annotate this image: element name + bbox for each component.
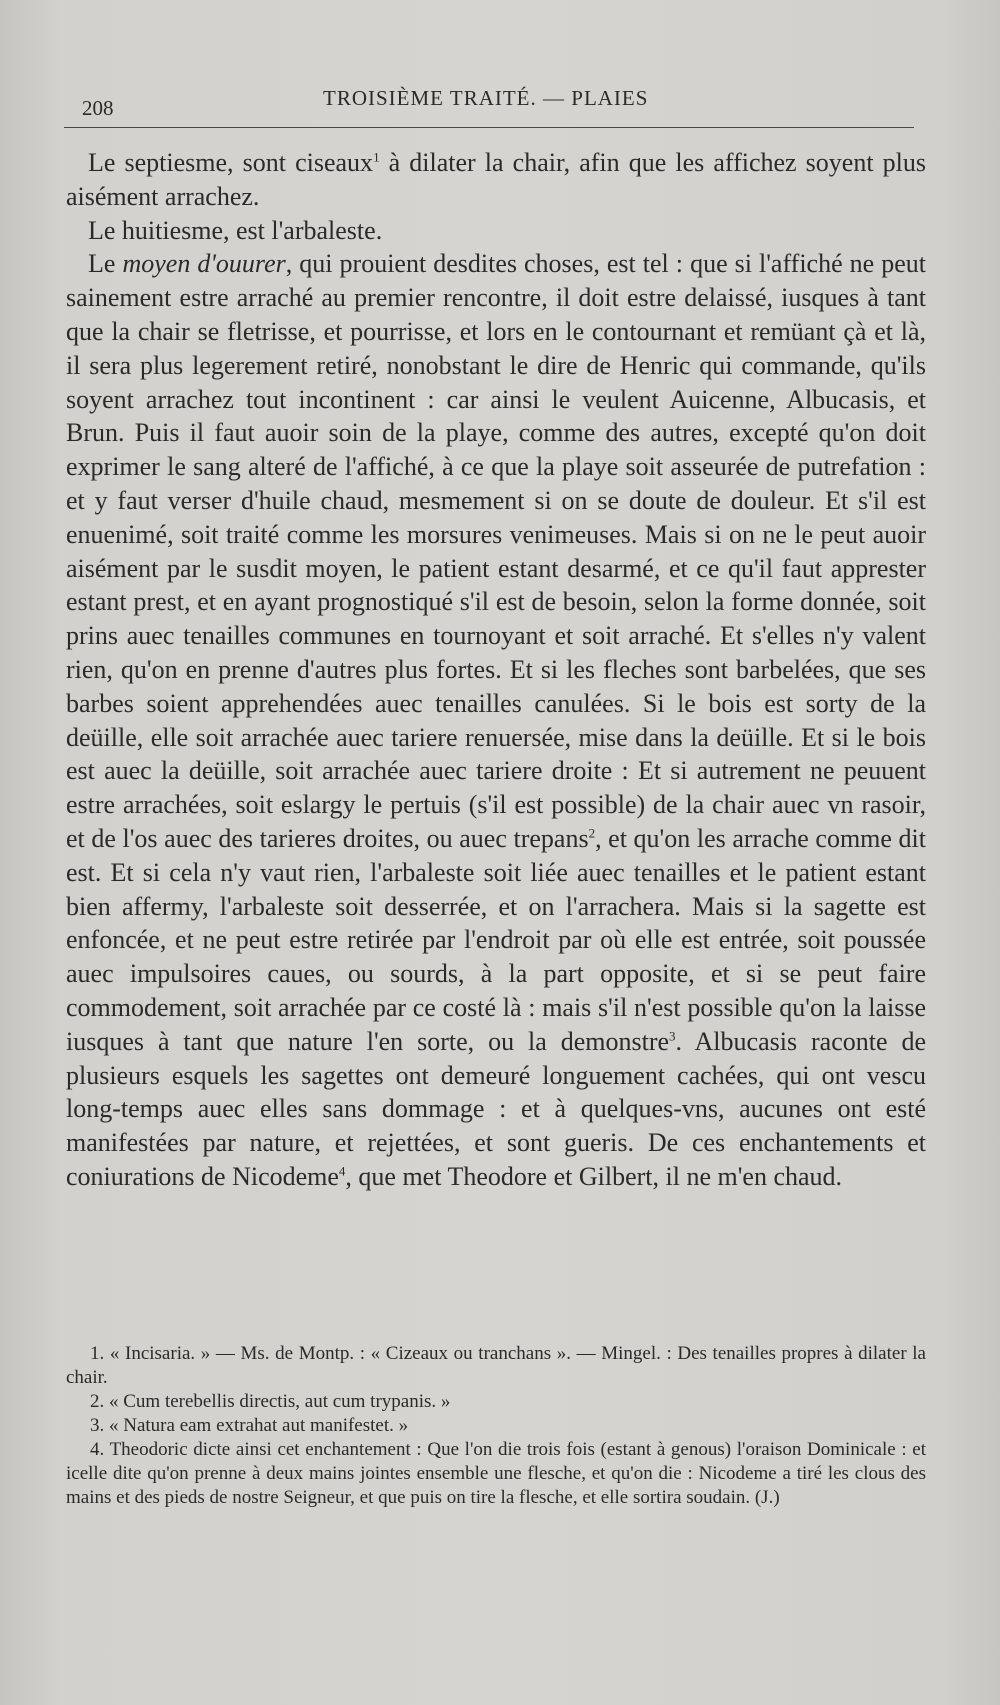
footnotes	[66, 1342, 926, 1510]
text-run: , et qu'on les arrache comme dit est. Et si cela n'y vaut rien, l'arbaleste soit liée auec tenailles et le patient estant bien affermy, l'arbaleste soit desserrée, et on l'arrachera. Mais si la sagette est enfoncée, et ne peut estre retirée par l'endroit par où elle est entrée, soit poussée auec impulsoires caues, ou sourds, à la part opposite, et si se peut faire commodement, soit arrachée par ce costé là : mais s'il n'est possible qu'on la laisse iusques à tant que nature l'en sorte, ou la demonstre	[66, 823, 926, 1056]
footnote: 1. « Incisaria. » — Ms. de Montp. : « Cizeaux ou tranchans ». — Mingel. : Des tenailles propres à dilater la chair.	[66, 1343, 926, 1388]
footnote-ref: 2	[588, 825, 596, 841]
header-rule	[64, 127, 914, 128]
footnote: 3. « Natura eam extrahat aut manifestet. »	[90, 1415, 409, 1436]
footnote-ref: 3	[669, 1028, 676, 1044]
text-run: à dilater la chair, afin que les affichez soyent plus aisément arrachez.	[66, 148, 926, 211]
main-text	[66, 146, 926, 1194]
italic-term: moyen d'ouurer	[122, 249, 286, 279]
paragraph	[66, 247, 926, 1193]
text-run: . Albucasis raconte de plusieurs esquels les sagettes ont demeuré longuement cachées, qui ont vescu long-temps auec elles sans dommage : et à quelques-vns, aucunes ont esté manifestées par nature, et rejettées, et sont gueris. De ces enchantements et coniurations de Nicodeme	[66, 1026, 926, 1191]
footnote-ref: 1	[373, 149, 380, 165]
paragraph	[66, 146, 926, 214]
running-title: TROISIÈME TRAITÉ. — PLAIES	[323, 86, 649, 110]
text-run: , que met Theodore et Gilbert, il ne m'en chaud.	[345, 1161, 843, 1191]
footnote: 4. Theodoric dicte ainsi cet enchantement : Que l'on die trois fois (estant à genous) l'oraison Dominicale : et icelle dite qu'on prenne à deux mains jointes ensemble une flesche, et qu'on die : Nicodeme a tiré les clous des mains et des pieds de nostre Seigneur, et que puis on tire la flesche, et elle sortira soudain. (J.)	[66, 1439, 926, 1508]
page-number: 208	[82, 96, 114, 120]
text-run: Le	[88, 249, 123, 279]
footnote-ref: 4	[338, 1163, 346, 1179]
page-header	[68, 84, 918, 118]
text-run: , qui prouient desdites choses, est tel : que si l'affiché ne peut sainement estre arraché au premier rencontre, il doit estre delaissé, iusques à tant que la chair se fletrisse, et pourrisse, et lors en le contournant et remüant çà et là, il sera plus legerement retiré, nonobstant le dire de Henric qui commande, qu'ils soyent arrachez tout incontinent : car ainsi le veulent Auicenne, Albucasis, et Brun. Puis il faut auoir soin de la playe, comme des autres, excepté qu'on doit exprimer le sang alteré de l'affiché, à ce que la playe soit asseurée de putrefation : et y faut verser d'huile chaud, mesmement si on se doute de douleur. Et s'il est enuenimé, soit traité comme les morsures venimeuses. Mais si on ne le peut auoir aisément par le susdit moyen, le patient estant desarmé, et ce qu'il faut apprester estant prest, et en ayant prognostiqué s'il est de besoin, selon la forme donnée, soit prins auec tenailles communes en tournoyant et soit arraché. Et s'elles n'y valent rien, qu'on en prenne d'autres plus fortes. Et si les fleches sont barbelées, que ses barbes soient apprehendées auec tenailles canulées. Si le bois est sorty de la deüille, elle soit arrachée auec tariere renuersée, mise dans la deüille. Et si le bois est auec la deüille, soit arrachée auec tariere droite : Et si autrement ne peuuent estre arrachées, soit eslargy le pertuis (s'il est possible) de la chair auec vn rasoir, et de l'os auec des tarieres droites, ou auec trepans	[66, 249, 927, 853]
text-run: Le septiesme, sont ciseaux	[88, 148, 374, 177]
paragraph: Le huitiesme, est l'arbaleste.	[88, 215, 383, 245]
footnote: 2. « Cum terebellis directis, aut cum trypanis. »	[90, 1391, 451, 1412]
